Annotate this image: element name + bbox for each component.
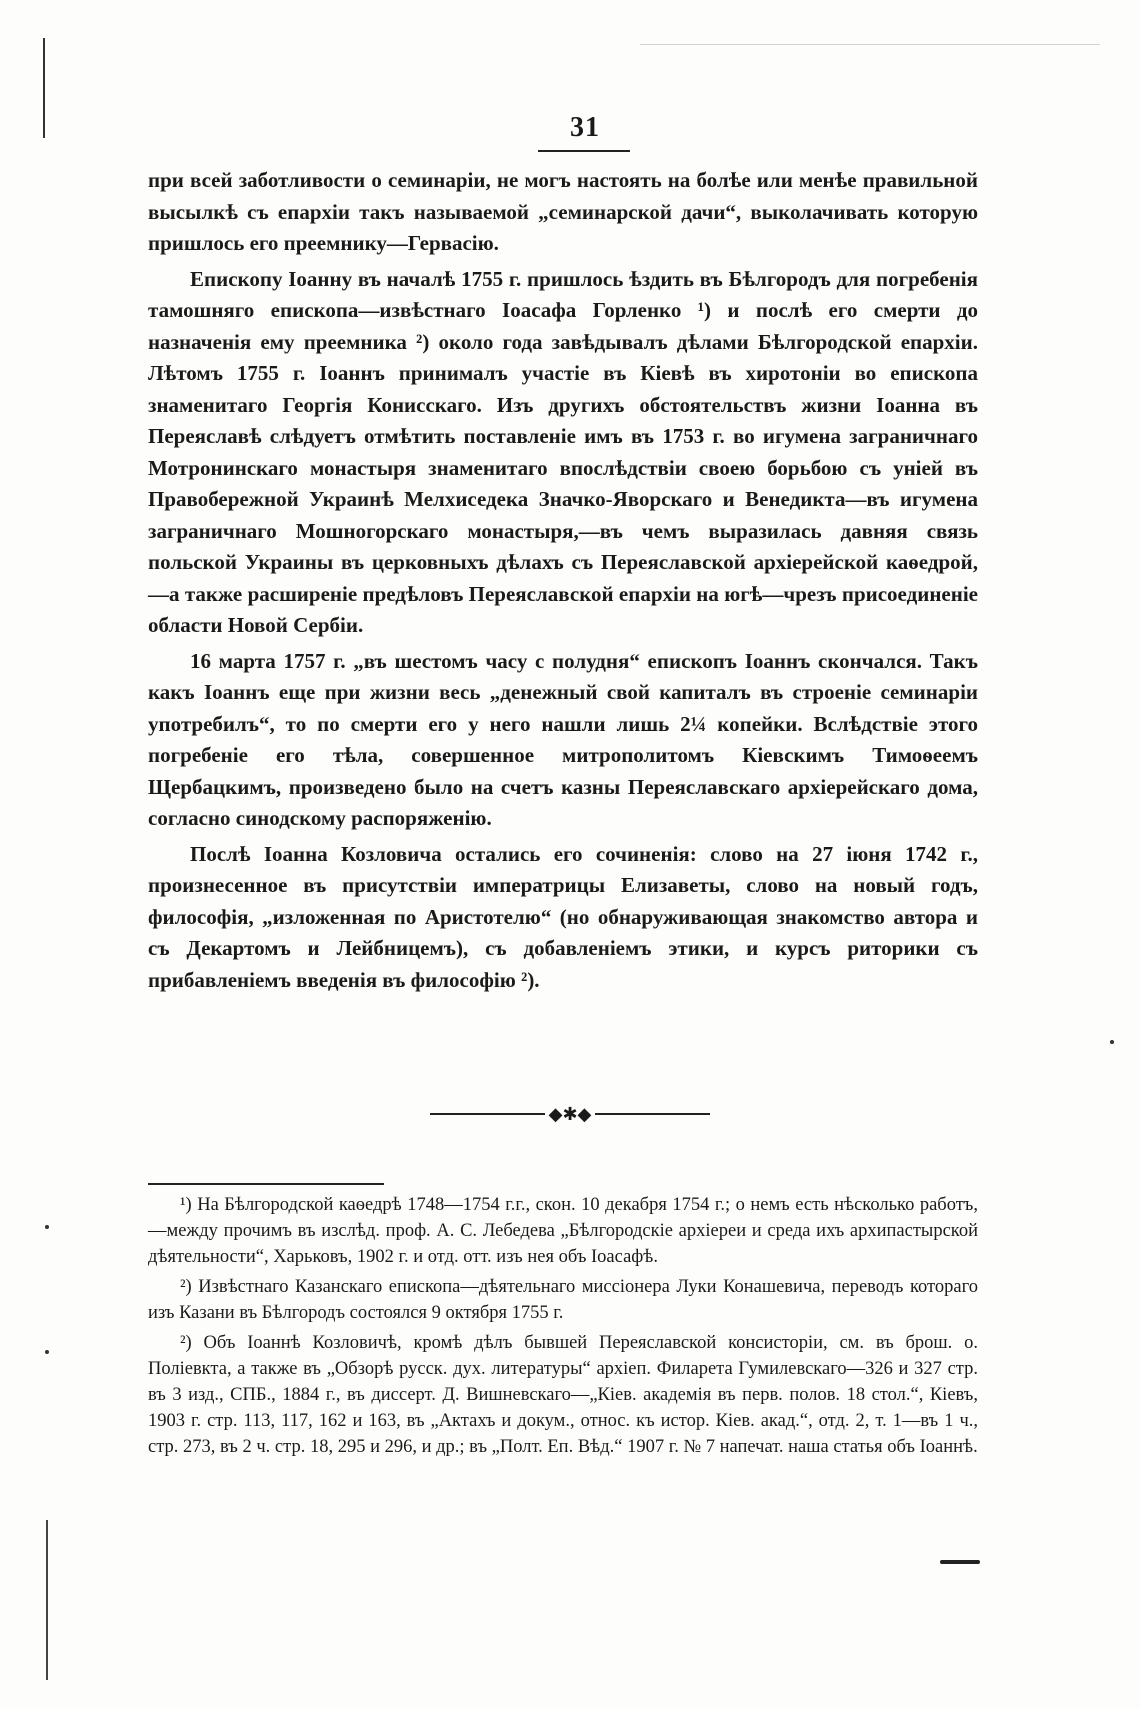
footnote: ²) Извѣстнаго Казанскаго епископа—дѣятельнаго миссіонера Луки Конашевича, переводъ котораго изъ Казани въ Бѣлгородъ состоялся 9 октября 1755 г. [148,1277,978,1323]
section-ornament [430,1104,710,1124]
scan-top-rule [640,44,1100,45]
paragraph: Послѣ Іоанна Козловича остались его сочиненія: слово на 27 іюня 1742 г., произнесенное въ присутствіи императрицы Елизаветы, слово на новый годъ, философія, „изложенная по Аристотелю“ (но обнаруживающая знакомство автора и съ Декартомъ и Лейбницемъ), съ добавленіемъ этики, и курсъ риторики съ прибавленіемъ введенія въ философію ²). [148,841,978,992]
ornament-mark: ◆✱◆ [548,1103,592,1125]
main-text [148,165,978,996]
footnote: ¹) На Бѣлгородской каѳедрѣ 1748—1754 г.г., скон. 10 декабря 1754 г.; о немъ есть нѣсколько работъ,—между прочимъ въ изслѣд. проф. А. С. Лебедева „Бѣлгородскіе архіереи и среда ихъ архипастырской дѣятельности“, Харьковъ, 1902 г. и отд. отт. изъ нея объ Іоасафѣ. [148,1195,978,1267]
scan-edge-artifact [46,1520,48,1680]
footnotes [148,1192,978,1464]
ornament-line-right [595,1113,710,1115]
footnote: ²) Объ Іоаннѣ Козловичѣ, кромѣ дѣлъ бывшей Переяславской консисторіи, см. въ брош. о. Поліевкта, а также въ „Обзорѣ русск. дух. литературы“ архіеп. Филарета Гумилевскаго—326 и 327 стр. въ 3 изд., СПБ., 1884 г., въ диссерт. Д. Вишневскаго—„Кіев. академія въ перв. полов. 18 стол.“, Кіевъ, 1903 г. стр. 113, 117, 162 и 163, въ „Актахъ и докум., относ. къ истор. Кіев. акад.“, отд. 2, т. 1—въ 1 ч., стр. 273, въ 2 ч. стр. 18, 295 и 296, и др.; въ „Полт. Еп. Вѣд.“ 1907 г. № 7 напечат. наша статья объ Іоаннѣ. [148,1333,978,1457]
scan-speck [45,1225,49,1229]
scan-mark [940,1560,980,1564]
scan-edge-artifact [43,38,45,138]
paragraph: при всей заботливости о семинаріи, не могъ настоять на болѣе или менѣе правильной высылкѣ съ епархіи такъ называемой „семинарской дачи“, выколачивать которую пришлось его преемнику—Гервасію. [148,168,978,255]
page-number: 31 [570,112,600,143]
scan-speck [45,1350,49,1354]
ornament-line-left [430,1113,545,1115]
paragraph: 16 марта 1757 г. „въ шестомъ часу с полудня“ епископъ Іоаннъ скончался. Такъ какъ Іоаннъ еще при жизни весь „денежный свой капиталъ въ строеніе семинаріи употребилъ“, то по смерти его у него нашли лишь 2¼ копейки. Вслѣдствіе этого погребеніе его тѣла, совершенное митрополитомъ Кіевскимъ Тимоѳеемъ Щербацкимъ, произведено было на счетъ казны Переяславскаго архіерейскаго дома, согласно синодскому распоряженію. [148,648,978,830]
paragraph: Епископу Іоанну въ началѣ 1755 г. пришлось ѣздить въ Бѣлгородъ для погребенія тамошняго епископа—извѣстнаго Іоасафа Горленко ¹) и послѣ его смерти до назначенія ему преемника ²) около года завѣдывалъ дѣлами Бѣлгородской епархіи. Лѣтомъ 1755 г. Іоаннъ принималъ участіе въ Кіевѣ въ хиротоніи во епископа знаменитаго Георгія Конисскаго. Изъ другихъ обстоятельствъ жизни Іоанна въ Переяславѣ слѣдуетъ отмѣтить поставленіе имъ въ 1753 г. во игумена заграничнаго Мотронинскаго монастыря знаменитаго впослѣдствіи своею борьбою съ уніей въ Правобережной Украинѣ Мелхиседека Значко-Яворскаго и Венедикта—въ игумена заграничнаго Мошногорскаго монастыря,—въ чемъ выразилась давняя связь польской Украины въ церковныхъ дѣлахъ съ Переяславской архіерейской каѳедрой,—а также расширеніе предѣловъ Переяславской епархіи на югѣ—чрезъ присоединеніе области Новой Сербіи. [148,266,978,637]
page-number-underline [538,150,630,152]
footnote-separator [148,1183,384,1185]
scan-speck [1110,1040,1114,1044]
